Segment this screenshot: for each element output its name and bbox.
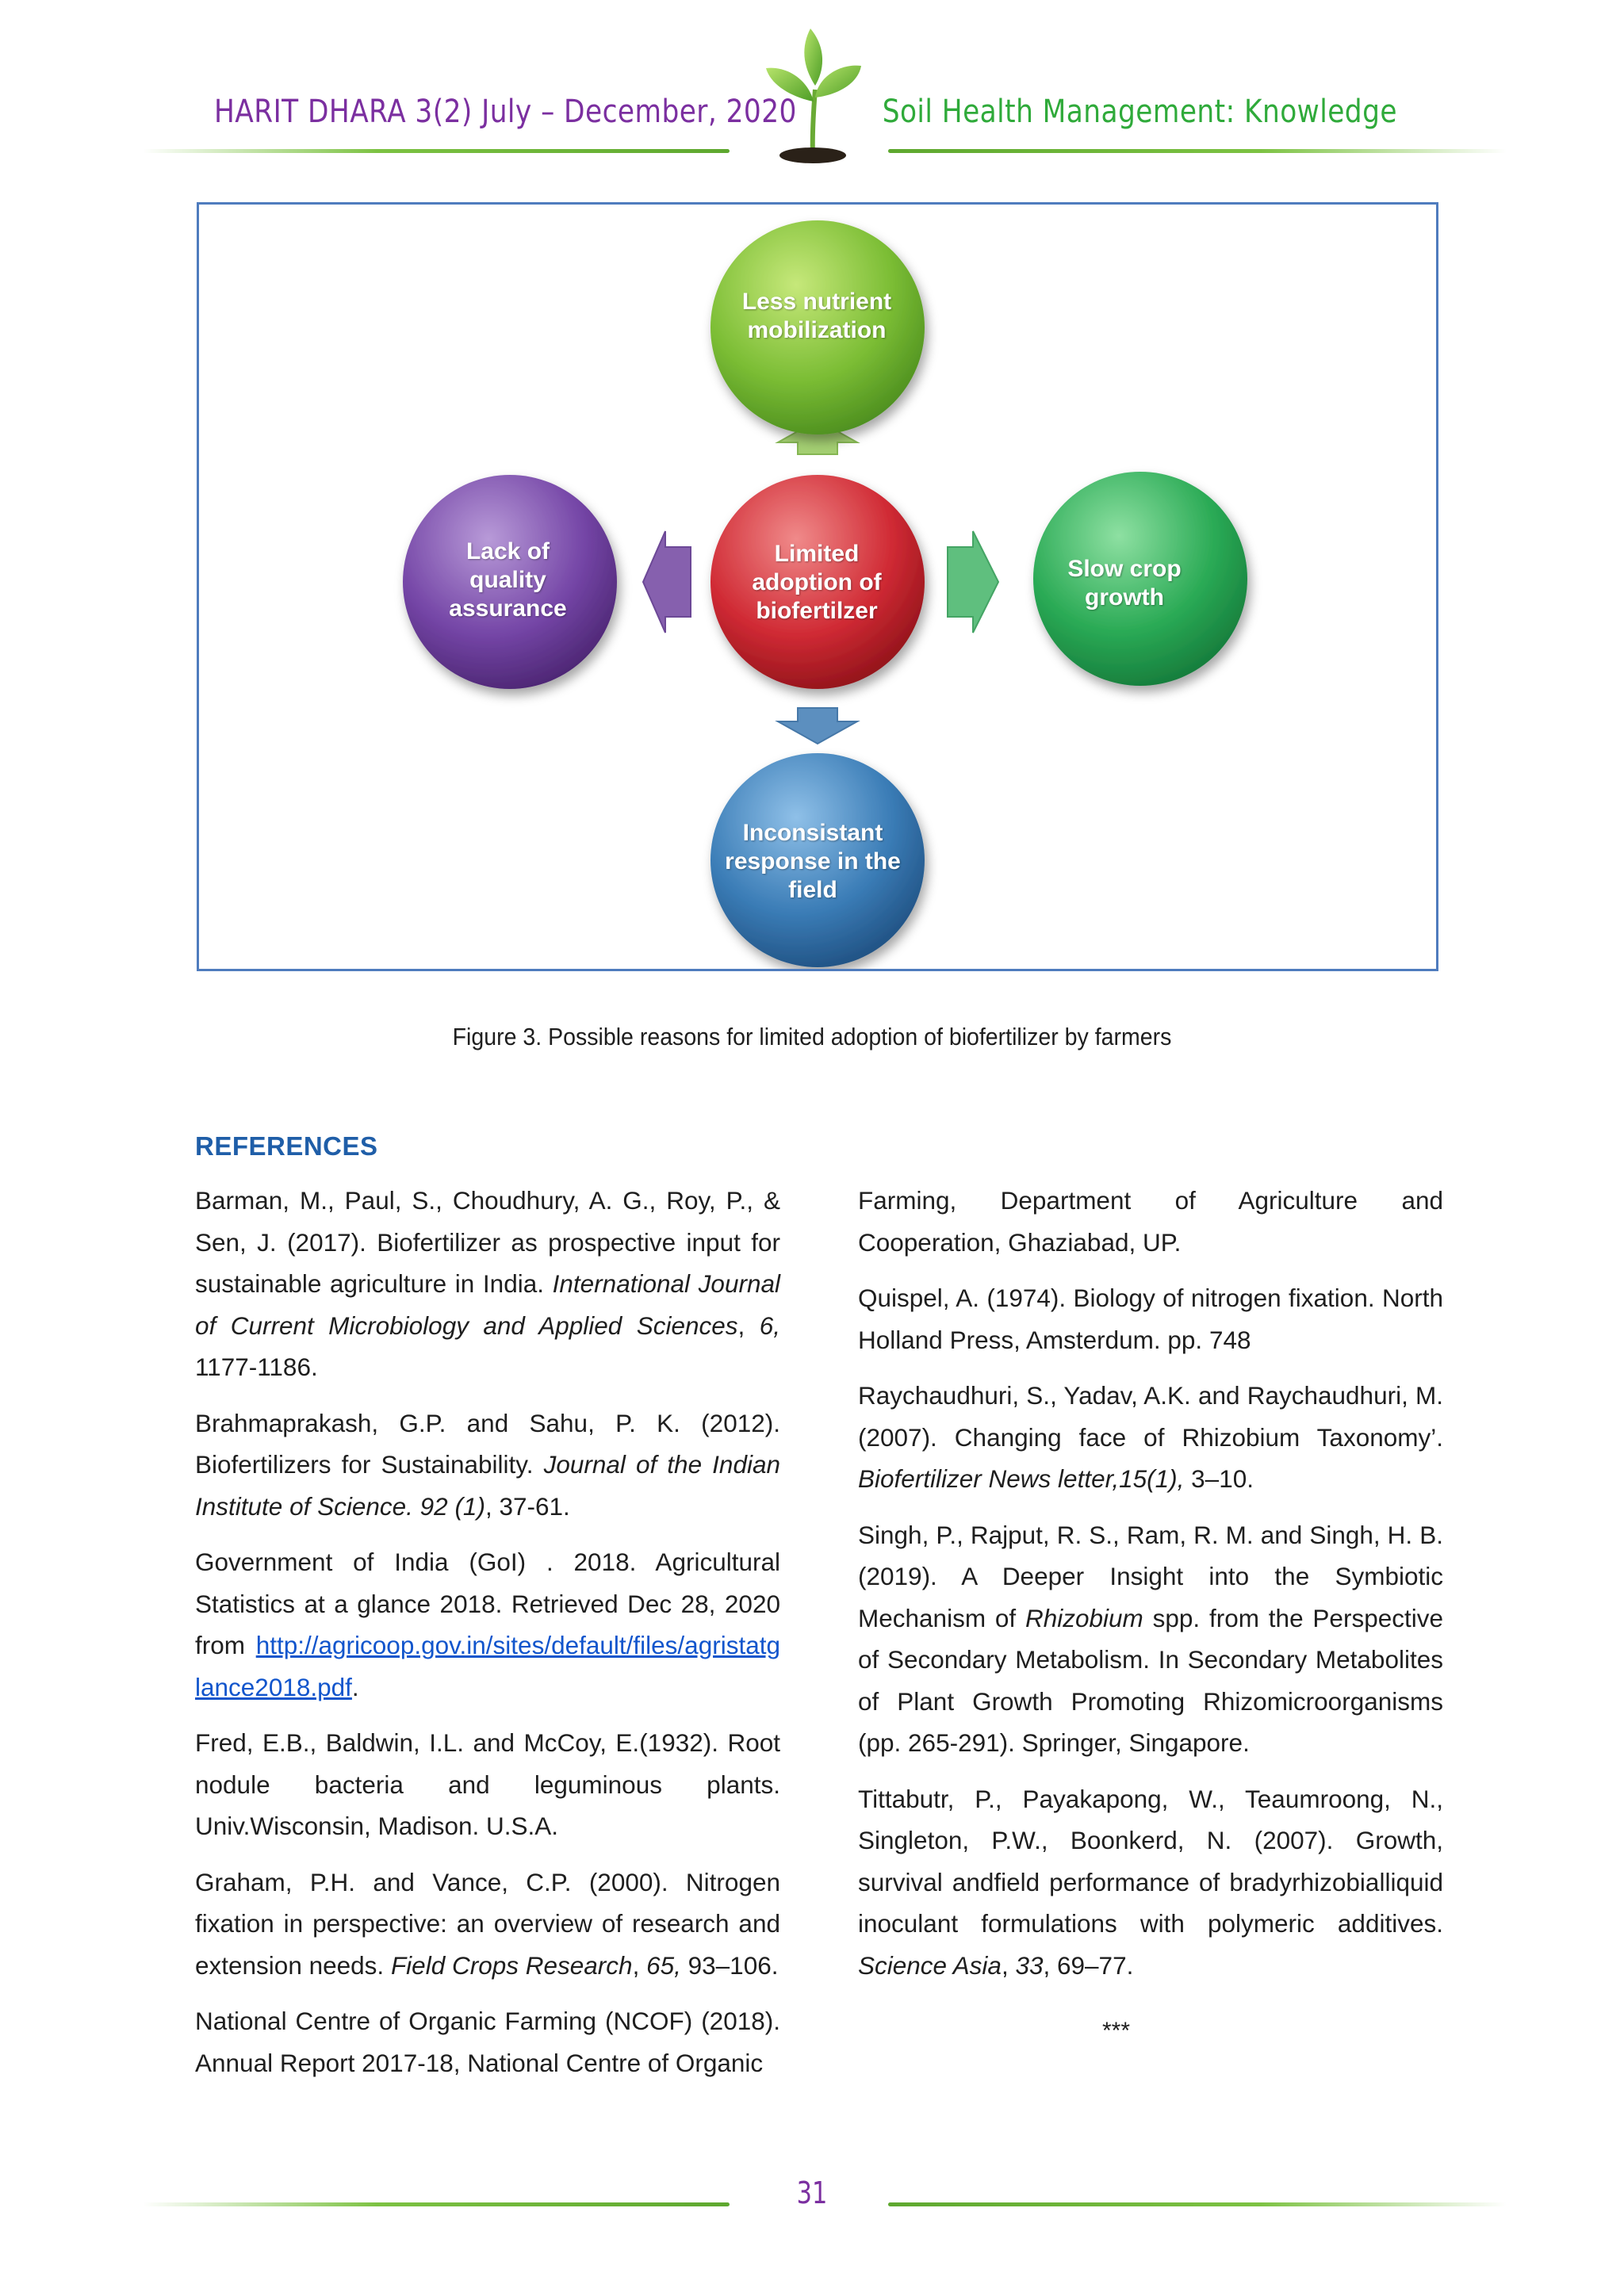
reference-text: Quispel, A. (1974). Biology of nitrogen fixation. North Holland Press, Amsterdum. pp. 748 (858, 1284, 1443, 1354)
reference-italic-text: 6, (759, 1311, 780, 1340)
figure-caption: Figure 3. Possible reasons for limited adoption of biofertilizer by farmers (452, 1023, 1172, 1050)
section-header: Soil Health Management: Knowledge (882, 94, 1397, 130)
journal-header: HARIT DHARA 3(2) July – December, 2020 (214, 94, 797, 130)
references-column-left (195, 1180, 780, 2098)
reference-text: , (737, 1311, 760, 1340)
references-column-right (858, 1180, 1443, 2000)
page-number: 31 (796, 2175, 828, 2210)
reference-text: National Centre of Organic Farming (NCOF) (2018). Annual Report 2017-18, National Centre of Organic (195, 2007, 780, 2077)
reference-text: , (1001, 1950, 1016, 1980)
reference-entry (195, 1541, 780, 1708)
reference-entry (195, 1862, 780, 1987)
arrow-down (778, 708, 857, 744)
node-right-label: Slow crop growth (1067, 556, 1182, 610)
reference-italic-text: International Journal of Current Microbiology and Applied Sciences (195, 1269, 780, 1340)
reference-entry (195, 2000, 780, 2084)
reference-italic-text: Field Crops Research (390, 1950, 633, 1980)
arrow-left (643, 531, 691, 633)
figure-3-diagram (197, 202, 1438, 971)
reference-text: , (632, 1950, 647, 1980)
reference-text: 93–106. (680, 1950, 779, 1980)
reference-text: Graham, P.H. and Vance, C.P. (2000). Nitrogen fixation in perspective: an overview of research and extension needs. (195, 1867, 780, 1980)
reference-entry (858, 1180, 1443, 1263)
reference-text: Government of India (GoI) . 2018. Agricultural Statistics at a glance 2018. Retrieved Dec 28, 2020 from (195, 1548, 780, 1659)
reference-text: Singh, P., Rajput, R. S., Ram, R. M. and Singh, H. B. (2019). A Deeper Insight into the Symbiotic Mechanism of (858, 1520, 1443, 1632)
reference-entry (195, 1722, 780, 1847)
reference-text: Fred, E.B., Baldwin, I.L. and McCoy, E.(1932). Root nodule bacteria and leguminous plants. Univ.Wisconsin, Madison. U.S.A. (195, 1728, 780, 1840)
seedling-logo (761, 22, 864, 165)
reference-italic-text: 33 (1015, 1950, 1044, 1980)
reference-text: spp. from the Perspective of Secondary Metabolism. In Secondary Metabolites of Plant Growth Promoting Rhizomicroorganisms (pp. 265-291). Springer, Singapore. (858, 1603, 1443, 1757)
reference-italic-text: Science Asia (858, 1950, 1002, 1980)
node-bottom-label: Inconsistant response in the field (725, 820, 901, 903)
references-heading: REFERENCES (195, 1131, 378, 1161)
reference-text: Raychaudhuri, S., Yadav, A.K. and Raychaudhuri, M. (2007). Changing face of Rhizobium Taxonomy’. (858, 1381, 1443, 1452)
arrow-right (948, 531, 998, 633)
reference-entry (858, 1778, 1443, 1987)
reference-text: , 37-61. (485, 1491, 570, 1521)
header-rule-right (888, 149, 1507, 153)
reference-italic-text: Biofertilizer News letter,15(1), (858, 1464, 1185, 1493)
node-center-label: Limited adoption of biofertilzer (752, 541, 882, 624)
reference-entry (858, 1375, 1443, 1500)
node-top-label: Less nutrient mobilization (741, 289, 892, 343)
reference-text: . (351, 1672, 359, 1701)
node-left-label: Lack of quality assurance (449, 538, 567, 622)
reference-text: Tittabutr, P., Payakapong, W., Teaumroong, N., Singleton, P.W., Boonkerd, N. (2007). Growth, survival andfield performance of bradyrhizobialliquid inoculant formulations with polymeric additives. (858, 1784, 1443, 1938)
reference-italic-text: Journal of the Indian Institute of Science. 92 (1) (195, 1450, 780, 1521)
reference-link[interactable]: http://agricoop.gov.in/sites/default/files/agristatglance2018.pdf (195, 1631, 780, 1701)
reference-entry (195, 1402, 780, 1528)
reference-entry (858, 1277, 1443, 1360)
end-mark: *** (1102, 2018, 1131, 2044)
reference-text: Brahmaprakash, G.P. and Sahu, P. K. (2012). Biofertilizers for Sustainability. (195, 1408, 780, 1479)
reference-text: , 69–77. (1043, 1950, 1134, 1980)
header-rule-left (143, 149, 730, 153)
reference-text: Farming, Department of Agriculture and Cooperation, Ghaziabad, UP. (858, 1186, 1443, 1257)
reference-entry (858, 1514, 1443, 1764)
reference-text: 3–10. (1184, 1464, 1254, 1493)
reference-entry (195, 1180, 780, 1388)
reference-italic-text: Rhizobium (1025, 1603, 1143, 1632)
reference-italic-text: 65, (646, 1950, 681, 1980)
reference-text: Barman, M., Paul, S., Choudhury, A. G., Roy, P., & Sen, J. (2017). Biofertilizer as prospective input for sustainable agriculture in India. (195, 1186, 780, 1298)
reference-text: 1177-1186. (195, 1353, 318, 1381)
